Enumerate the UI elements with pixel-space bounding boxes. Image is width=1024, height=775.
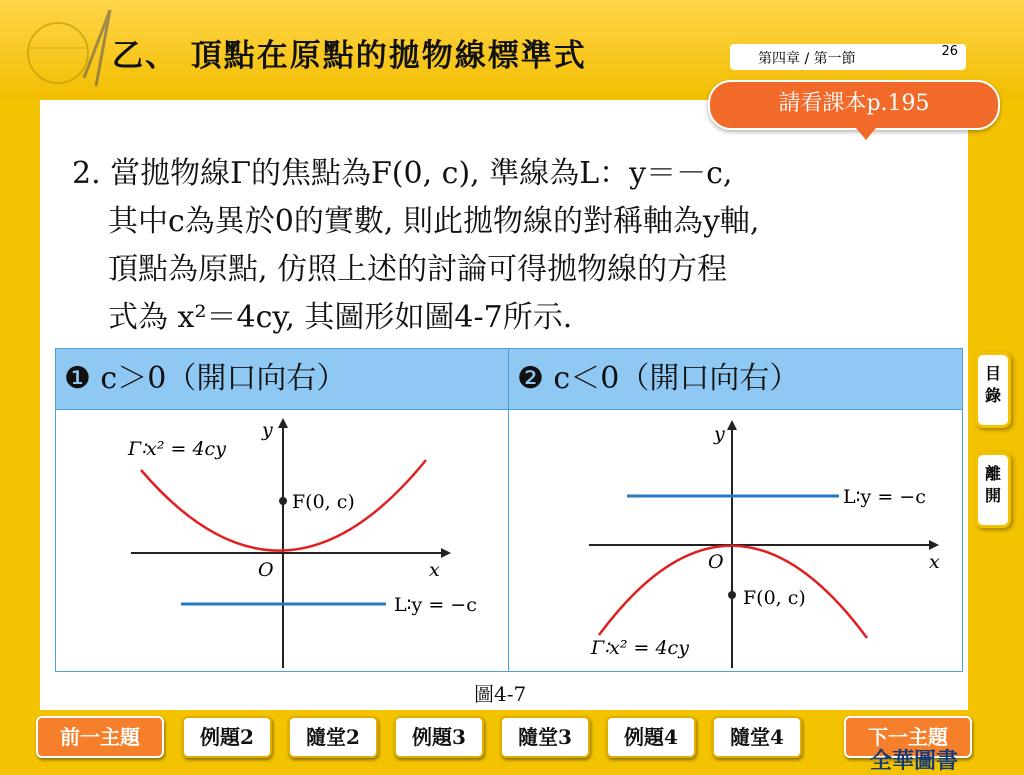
exit-button[interactable] xyxy=(975,452,1011,528)
paragraph-line: 頂點為原點, 仿照上述的討論可得拋物線的方程 xyxy=(108,252,728,287)
example-3-button[interactable]: 例題3 xyxy=(394,716,484,758)
parabola-cases-table xyxy=(55,348,963,672)
x-axis-label: x xyxy=(429,559,440,581)
x-axis-label: x xyxy=(929,551,940,573)
class-exercise-3-button[interactable]: 隨堂3 xyxy=(500,716,590,758)
toc-button[interactable] xyxy=(975,352,1011,428)
directrix-label: L∶y = −c xyxy=(843,486,926,508)
y-axis-arrow xyxy=(278,418,288,428)
focus-point xyxy=(728,591,736,599)
case2-header: ❷ c＜0（開口向右） xyxy=(509,349,962,409)
page-number: 26 xyxy=(941,44,958,59)
class-exercise-2-button[interactable]: 隨堂2 xyxy=(288,716,378,758)
chapter-label: 第四章 / 第一節 xyxy=(758,51,856,67)
focus-label: F(0, c) xyxy=(292,491,355,513)
next-topic-button[interactable]: 下一主題 xyxy=(844,716,972,758)
focus-point xyxy=(279,497,287,505)
prev-topic-button[interactable]: 前一主題 xyxy=(36,716,164,758)
x-axis-arrow xyxy=(929,540,939,550)
toc-button-label: 目 錄 xyxy=(984,364,1001,405)
directrix-label: L∶y = −c xyxy=(394,594,477,616)
y-axis-arrow xyxy=(727,420,737,430)
origin-label: O xyxy=(258,559,274,581)
class-exercise-4-button[interactable]: 隨堂4 xyxy=(712,716,802,758)
origin-label: O xyxy=(708,551,724,573)
focus-label: F(0, c) xyxy=(743,587,806,609)
case1-header: ❶ c＞0（開口向右） xyxy=(56,349,508,409)
exit-button-label: 離 開 xyxy=(984,464,1001,505)
page-title: 乙、 頂點在原點的拋物線標準式 xyxy=(112,38,587,74)
y-axis-label: y xyxy=(262,419,273,441)
figure-caption: 圖4-7 xyxy=(474,682,527,706)
curve-label: Γ∶x² = 4cy xyxy=(591,637,689,659)
paragraph-line: 其中c為異於0的實數, 則此拋物線的對稱軸為y軸, xyxy=(108,204,760,239)
case1-graph xyxy=(56,410,508,670)
example-4-button[interactable]: 例題4 xyxy=(606,716,696,758)
chapter-label-box xyxy=(730,44,966,70)
case2-graph xyxy=(509,410,962,670)
theorem-paragraph xyxy=(72,150,952,342)
textbook-reference-callout[interactable]: 請看課本p.195 xyxy=(708,80,1000,130)
x-axis-arrow xyxy=(441,548,451,558)
curve-label: Γ∶x² = 4cy xyxy=(128,438,226,460)
paragraph-line: 2. 當拋物線Γ的焦點為F(0, c), 準線為L：y＝－c, xyxy=(72,156,733,191)
paragraph-line: 式為 x²＝4cy, 其圖形如圖4-7所示. xyxy=(108,300,573,335)
publisher-logo: 全華圖書 xyxy=(870,749,959,774)
y-axis-label: y xyxy=(714,423,725,445)
example-2-button[interactable]: 例題2 xyxy=(182,716,272,758)
